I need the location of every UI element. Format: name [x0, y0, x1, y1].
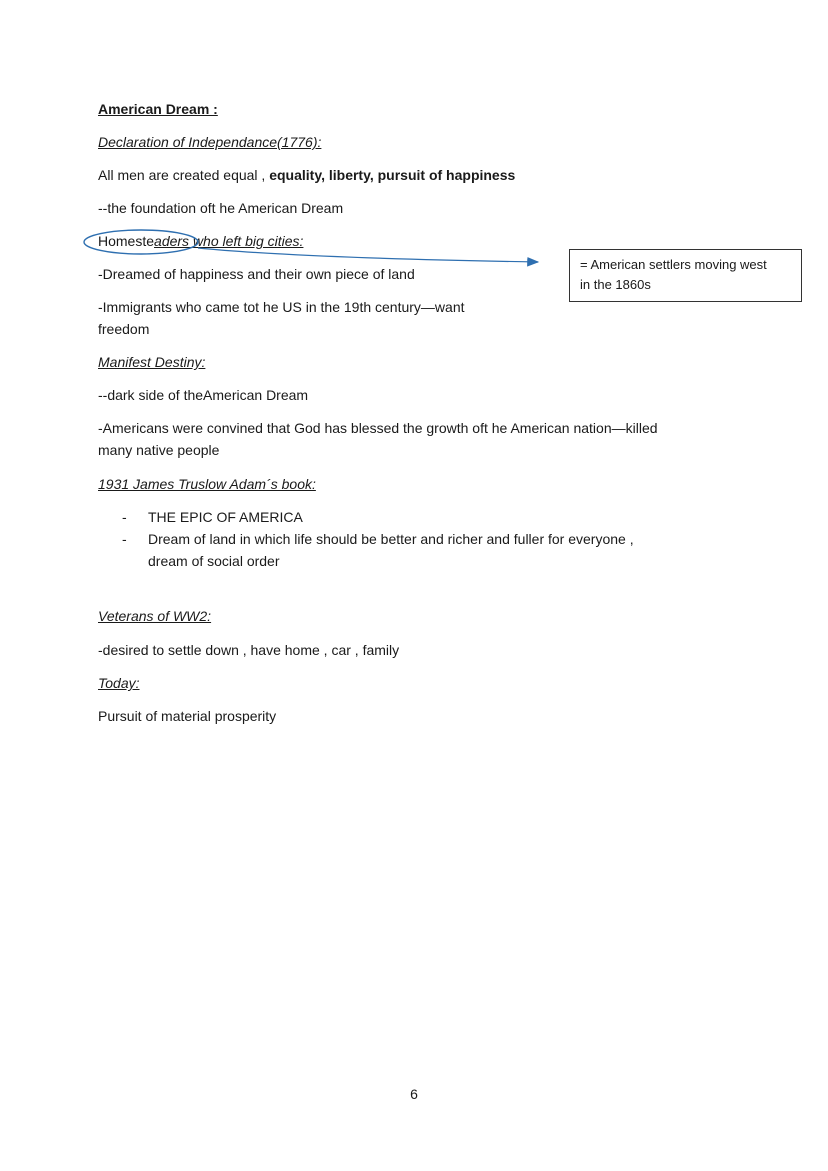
homesteaders-heading-plain: Homeste — [98, 233, 155, 249]
callout-box — [569, 249, 802, 302]
manifest-line-2a: -Americans were convined that God has blessed the growth oft he American nation—killed — [98, 420, 658, 436]
bullet-text: THE EPIC OF AMERICA — [148, 509, 303, 525]
veterans-line-1: -desired to settle down , have home , car , family — [98, 642, 400, 658]
bullet-dash: - — [122, 531, 127, 547]
declaration-line-2: --the foundation oft he American Dream — [98, 200, 344, 216]
today-heading: Today: — [98, 675, 140, 691]
today-line-1: Pursuit of material prosperity — [98, 708, 277, 724]
page-number: 6 — [410, 1086, 418, 1102]
homesteaders-line-2b: freedom — [98, 321, 150, 337]
homesteaders-heading-italic: aders who left big cities: — [154, 233, 304, 249]
document-title: American Dream : — [98, 101, 218, 117]
adams-heading: 1931 James Truslow Adam´s book: — [98, 476, 316, 492]
homesteaders-line-2a: -Immigrants who came tot he US in the 19th century—want — [98, 299, 465, 315]
bullet-dash: - — [122, 509, 127, 525]
declaration-line-1 — [98, 164, 515, 186]
homesteaders-line-1: -Dreamed of happiness and their own piece of land — [98, 266, 415, 282]
homesteaders-heading — [98, 230, 303, 252]
declaration-heading: Declaration of Independance(1776): — [98, 134, 322, 150]
manifest-heading: Manifest Destiny: — [98, 354, 206, 370]
declaration-line-1-bold: equality, liberty, pursuit of happiness — [269, 167, 516, 183]
declaration-line-1-plain: All men are created equal , — [98, 167, 270, 183]
callout-line-2: in the 1860s — [580, 277, 651, 292]
veterans-heading: Veterans of WW2: — [98, 608, 212, 624]
manifest-line-2b: many native people — [98, 442, 220, 458]
manifest-line-1: --dark side of theAmerican Dream — [98, 387, 309, 403]
bullet-text: Dream of land in which life should be better and richer and fuller for everyone , — [148, 531, 634, 547]
callout-line-1: = American settlers moving west — [580, 257, 767, 272]
bullet-text: dream of social order — [148, 553, 280, 569]
